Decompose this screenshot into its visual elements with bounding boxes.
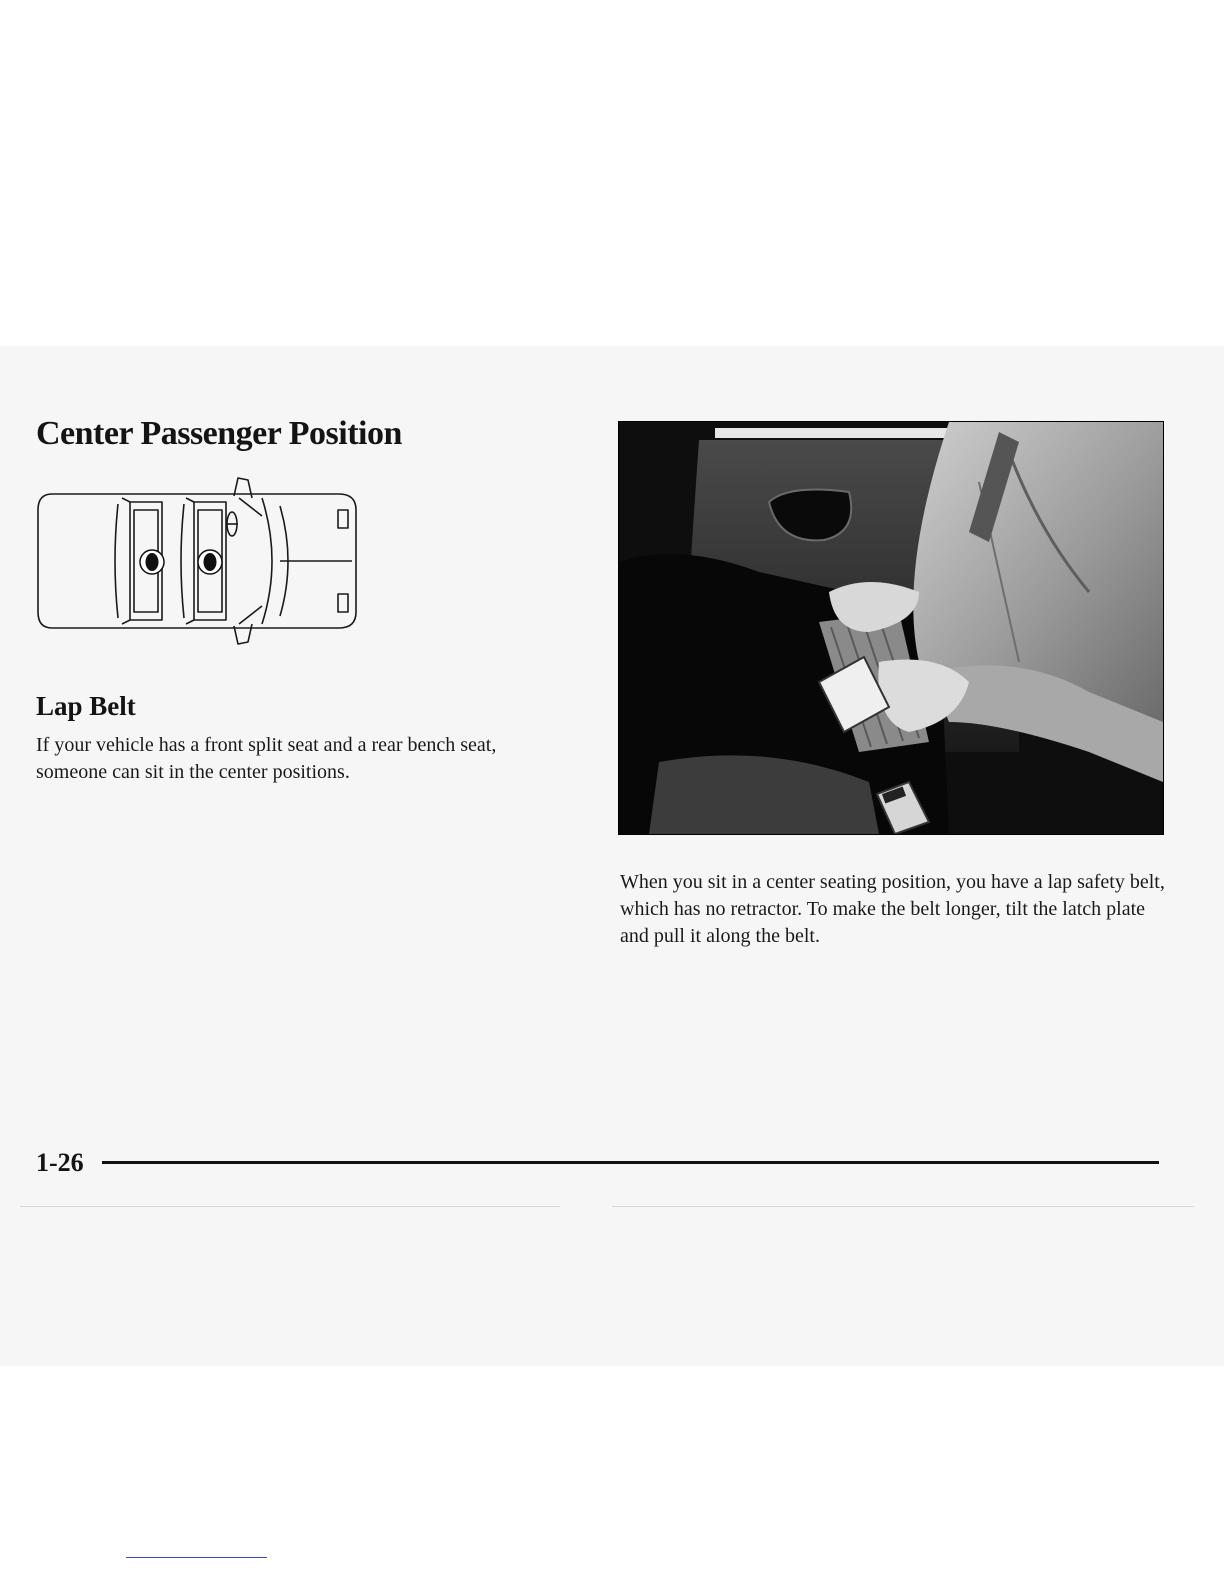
lap-belt-instruction-text: When you sit in a center seating position, you have a lap safety belt, which has no retractor. To make the belt longer, tilt the latch plate and pull it along the belt. <box>620 871 1165 947</box>
lap-belt-heading: Lap Belt <box>36 691 136 721</box>
page-number: 1-26 <box>36 1148 84 1177</box>
lap-belt-latch-photo-icon <box>619 422 1163 834</box>
lap-belt-intro-text: If your vehicle has a front split seat and a rear bench seat, someone can sit in the center positions. <box>36 734 497 783</box>
scan-artifact-line <box>612 1206 1194 1207</box>
vehicle-top-view-icon <box>34 474 364 650</box>
scan-artifact-line <box>20 1206 560 1207</box>
page-title: Center Passenger Position <box>36 415 402 452</box>
scan-artifact-line <box>126 1557 267 1558</box>
lap-belt-latch-photo <box>618 421 1164 835</box>
footer-rule <box>102 1161 1159 1164</box>
